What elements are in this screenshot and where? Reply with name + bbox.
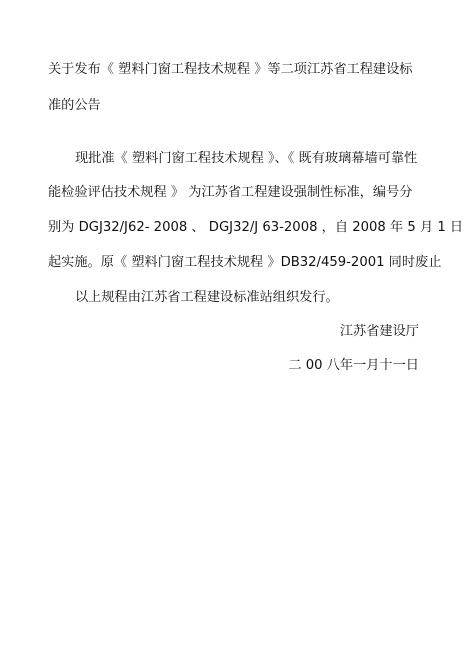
issuer-signature: 江苏省建设厅: [339, 324, 419, 339]
body-line-4: 起实施。原《 塑料门窗工程技术规程 》DB32/459-2001 同时废止: [48, 255, 442, 270]
closing-line: 以上规程由江苏省工程建设标准站组织发行。: [75, 290, 339, 305]
notice-title-line-1: 关于发布《 塑料门窗工程技术规程 》等二项江苏省工程建设标: [48, 62, 413, 77]
body-line-1: 现批准《 塑料门窗工程技术规程 》、《 既有玻璃幕墙可靠性: [75, 151, 418, 166]
body-line-3: 别为 DGJ32/J62- 2008 、 DGJ32/J 63-2008 ，自 2008 年 5 月 1 日: [48, 220, 464, 235]
body-line-2: 能检验评估技术规程 》 为江苏省工程建设强制性标准，编号分: [48, 185, 413, 200]
notice-title-line-2: 准的公告: [48, 98, 101, 113]
issue-date: 二 00 八年一月十一日: [288, 358, 419, 373]
